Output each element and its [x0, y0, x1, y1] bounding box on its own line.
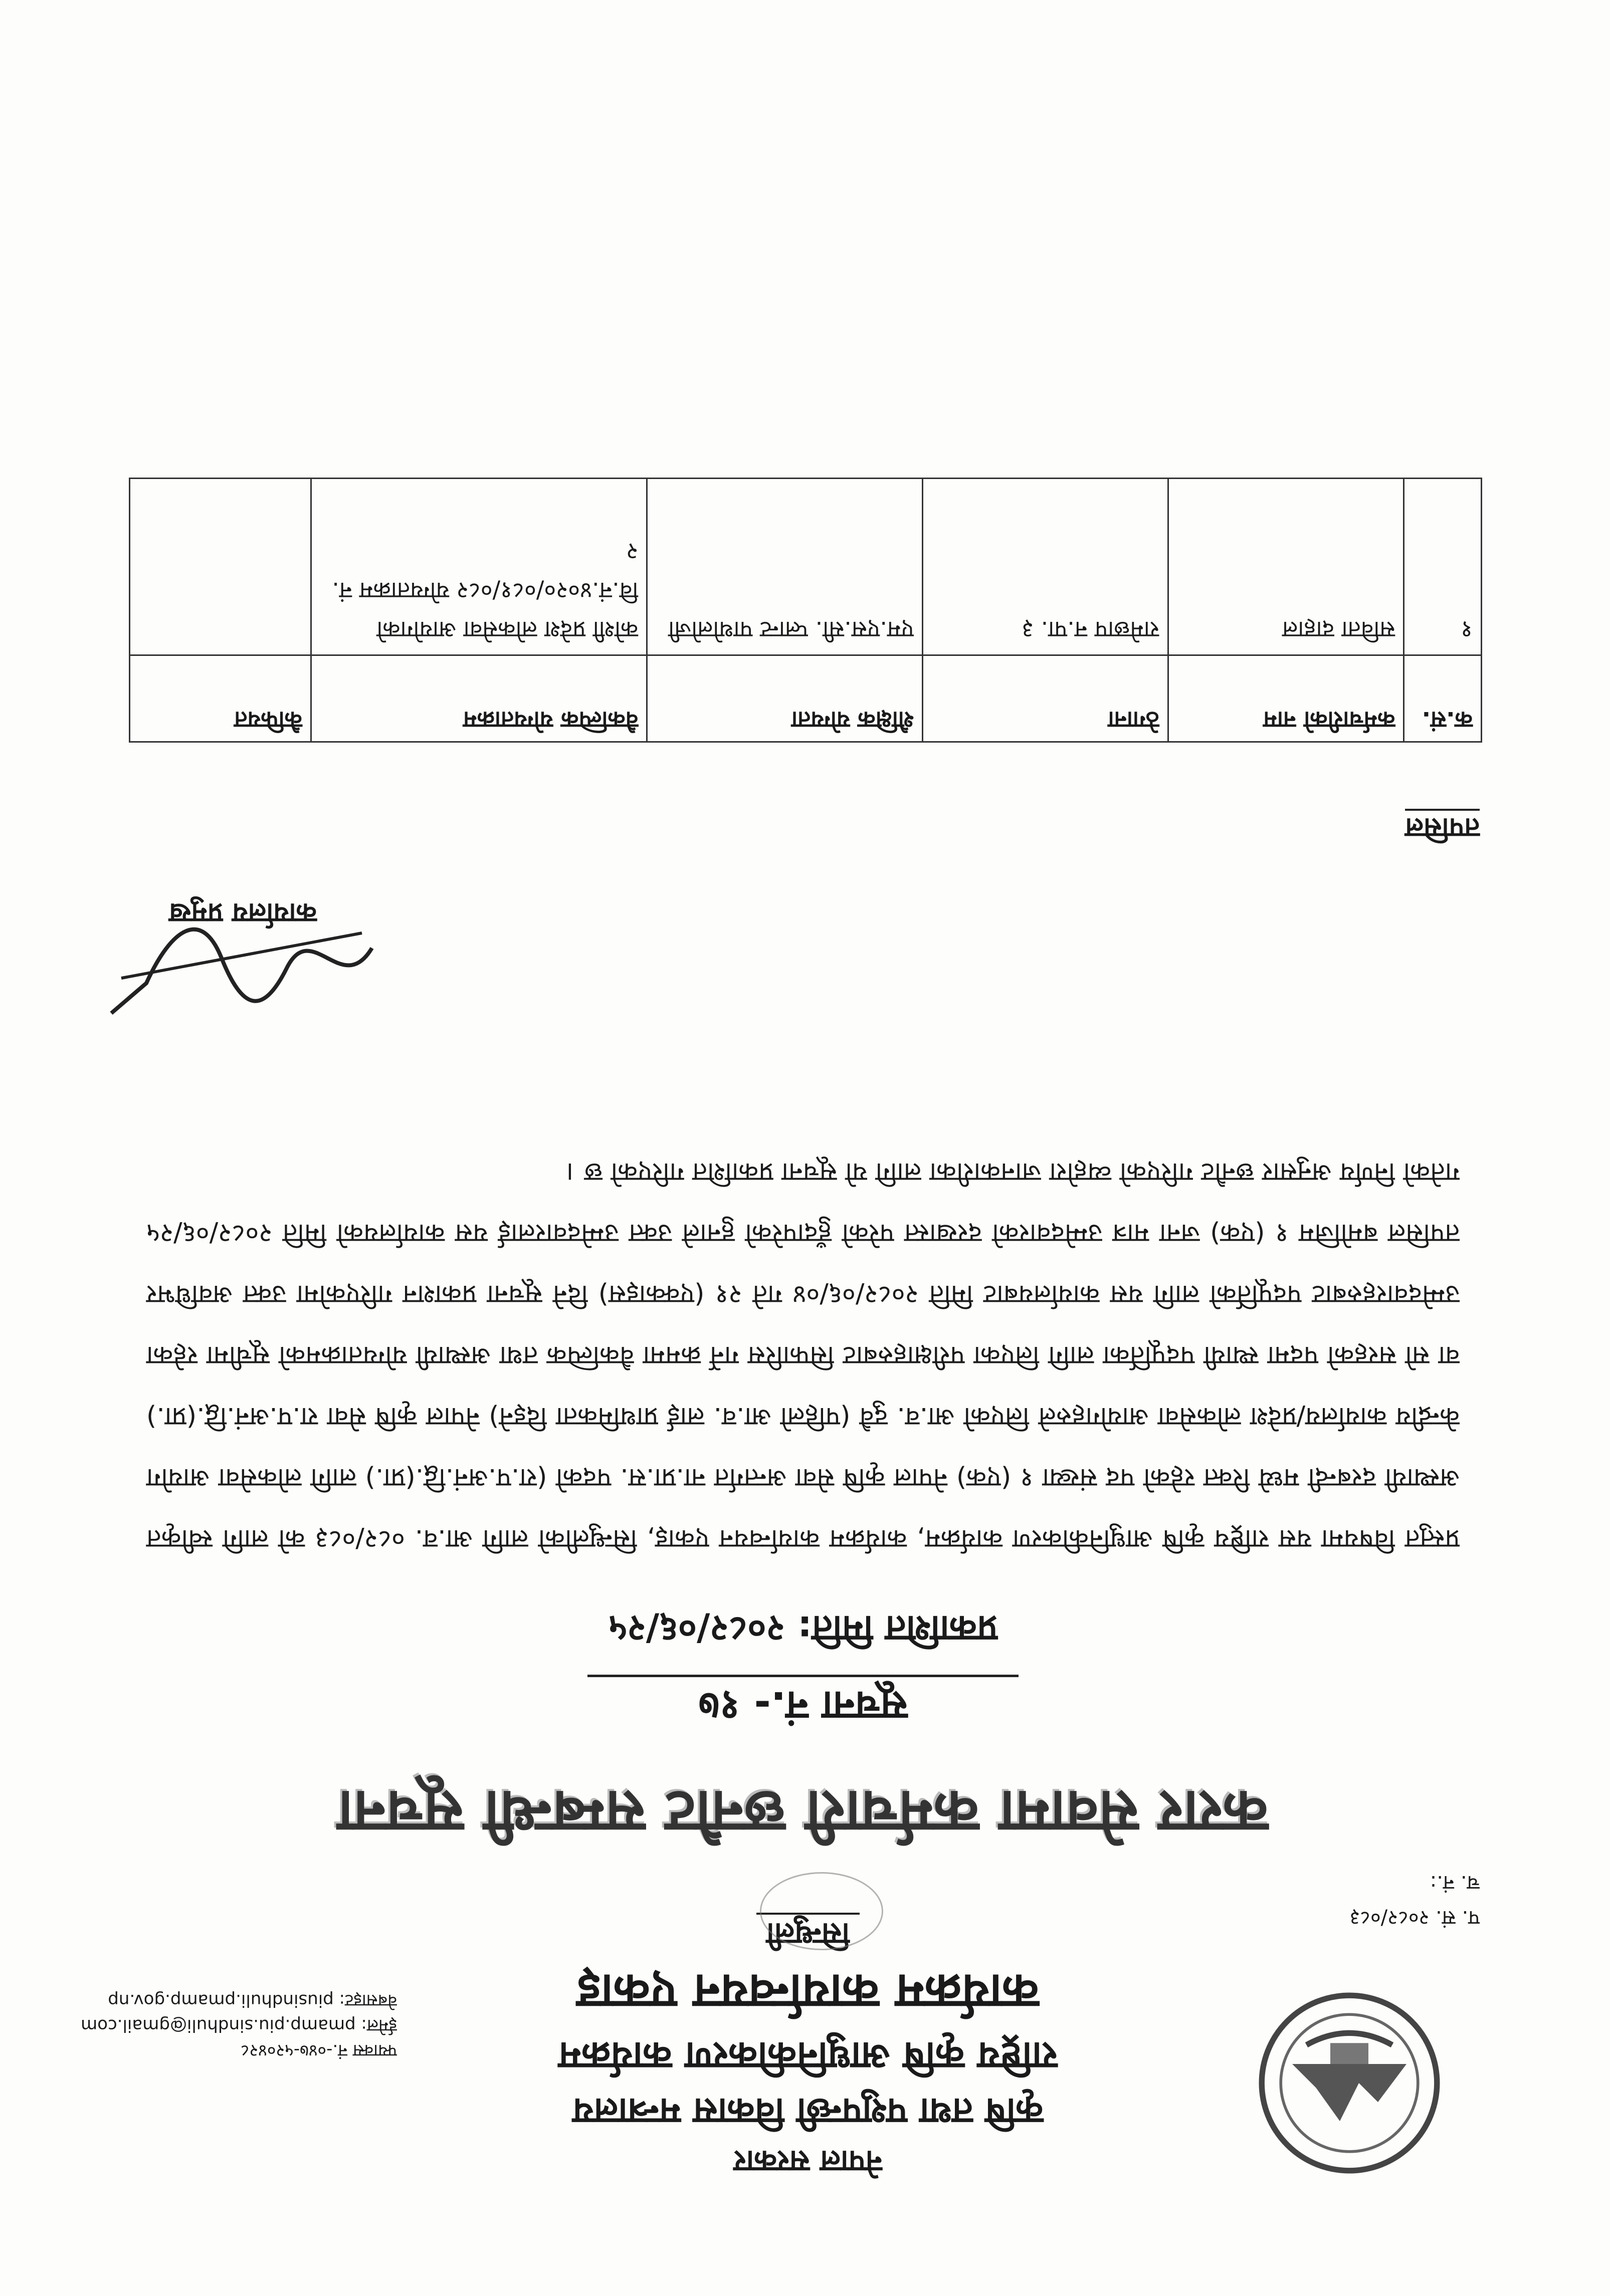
cell-qualification: एम.एस.सी. प्लान्ट पाथोलोजी [647, 479, 923, 655]
website-address: वेबसाइट: piusindhuli.pmamp.gov.np [108, 1990, 397, 2010]
table-header-row [130, 655, 1482, 742]
published-date: प्रकाशित मिति: २०८२/०६/२५ [609, 1608, 997, 1650]
cell-serial-number: १ [1404, 479, 1482, 655]
notice-title: करार सेवामा कर्मचारी छनौट सम्बन्धी सूचना [338, 1778, 1268, 1847]
ministry-name: कृषि तथा पशुपन्छी विकास मन्त्रालय [572, 2091, 1044, 2133]
header-alternative-merit: वैकल्पिक योग्यताक्रम [311, 655, 647, 742]
header-serial-number: क.सं. [1404, 655, 1482, 742]
header-employee-name: कर्मचारीको नाम [1168, 655, 1404, 742]
district-name: सिन्धुली [756, 1913, 860, 1956]
reference-block [1349, 1865, 1480, 1935]
cell-remarks [130, 479, 311, 655]
program-name: राष्ट्रिय कृषि आधुनिकीकरण कार्यक्रम [558, 2034, 1058, 2079]
dispatch-number: च. नं.: [1430, 1871, 1480, 1894]
cell-address: रामेछाप न.पा. ३ [922, 479, 1168, 655]
notice-number: सूचना नं.- १७ [587, 1675, 1019, 1735]
letterhead [457, 1913, 1159, 2183]
cell-employee-name: सविता दाहाल [1168, 479, 1404, 655]
fax-number: फ्याक्स नं.-०४७-५२०४२८ [240, 2040, 397, 2060]
fiscal-year-reference: प. सं. २०८२/०८३ [1349, 1906, 1480, 1929]
unit-name: कार्यक्रम कार्यान्वयन एकाइ [577, 1964, 1039, 2020]
header-qualification: शैक्षिक योग्यता [647, 655, 923, 742]
government-name: नेपाल सरकार [734, 2144, 882, 2179]
nepal-government-emblem-icon [1254, 1988, 1445, 2178]
contact-info [36, 1988, 397, 2063]
attachment-label: तपसिल [1405, 809, 1480, 848]
notice-body: प्रस्तुत विषयमा यस राष्ट्रिय कृषि आधुनिकीकरण कार्यक्रम, कार्यक्रम कार्यान्वयन एकाइ, सिन्धुलीको लागि आ.व. ०८२/०८३ को लागि स्वीकृत अस्थायी दरबन्दी मध्ये रिक्त रहेको पद संख्या १ (एक) नेपाल कृषि सेवा अन्तर्गत ना.प्रा.स. पदको (रा.प.अनं.द्वि.(प्रा.) लागि लोकसेवा आयोग केन्द्रीय कार्यालय/प्रदेश लोकसेवा आयोगहरुले लिएको आ.व. दुवै (पहिलो आ.व. लाई प्राथमिकता दिइने) नेपाल कृषि सेवा रा.प.अनं.द्वि.(प्रा.) वा सो सरहको पदमा स्थायी पदपूर्तिका लागि लिएका परीक्षाहरुबाट सिफारिस गर्ने क्रममा वैकल्पिक तथा अस्थायी योग्यताक्रमको सूचीमा रहेका उम्मेदवारहरुबाट पदपूर्तिको लागि यस कार्यालयबाट मिति २०८२/०६/०४ गते २१ (एक्काइस) दिने सूचना प्रकाशन गरिएकोमा उक्त अवधिभर तपसिल बमोजिम १ (एक) जना मात्र उम्मेदवारको दरखास्त परेको हुँदापरेको हुनाले उक्त उम्मेदवारलाई यस कार्यालयको मिति २०८२/०६/२५ गतेको निर्णय अनुसार छनौट गरिएको व्यहोरा जानकारीका लागि यो सूचना प्रकाशित गरिएको छ । [146, 1157, 1460, 1554]
header-remarks: कैफियत [130, 655, 311, 742]
table-row [130, 479, 1482, 655]
cell-alternative-merit: कोशी प्रदेश लोकसेवा आयोगको वि.नं.४०२०/०८१/०८२ योग्यताक्रम नं. २ [311, 479, 647, 655]
email-address: ईमेल: pmamp.piu.sindhuli@gmail.com [81, 2015, 397, 2035]
office-stamp [760, 1872, 883, 1950]
selected-candidates-table [129, 478, 1482, 743]
header-address: ठेगाना [922, 655, 1168, 742]
signatory-title: कार्यालय प्रमुख [169, 897, 317, 929]
